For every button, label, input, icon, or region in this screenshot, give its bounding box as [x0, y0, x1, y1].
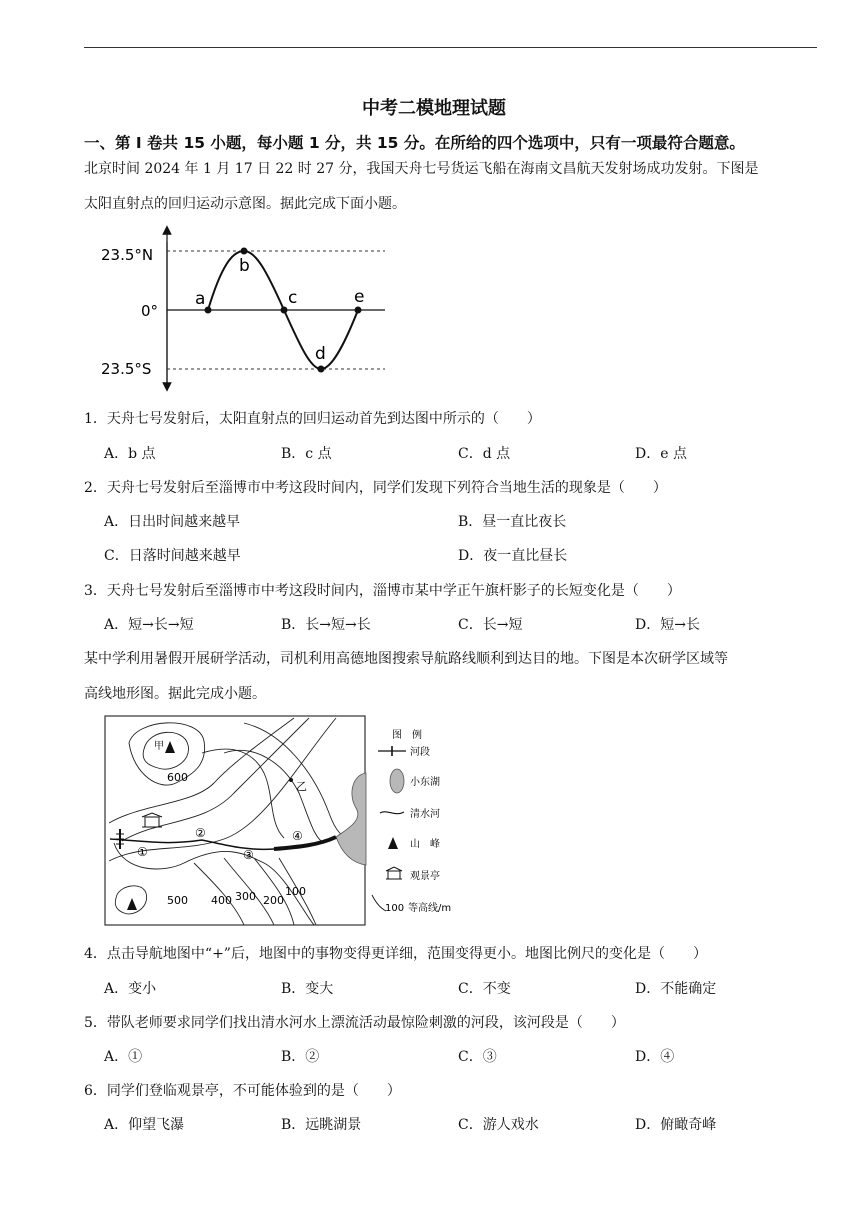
q3-option-a[interactable]: A．短→长→短 [104, 617, 194, 633]
legend-lake: 小东湖 [410, 777, 440, 788]
q6-option-c[interactable]: C．游人戏水 [458, 1117, 539, 1133]
question-3: 3．天舟七号发射后至淄博市中考这段时间内，淄博市某中学正午旗杆影子的长短变化是（ ） [84, 583, 681, 599]
intro2-line-2: 高线地形图。据此完成小题。 [84, 686, 266, 702]
point-c-label: c [288, 288, 298, 308]
point-yi-label: 乙 [296, 780, 307, 793]
page-title: 中考二模地理试题 [362, 98, 506, 119]
contour-200-label: 200 [263, 894, 284, 907]
legend-contour-value: 100 [385, 903, 405, 914]
q2-option-c[interactable]: C．日落时间越来越早 [104, 548, 241, 564]
q5-option-c[interactable]: C．③ [458, 1049, 497, 1065]
intro-line-2: 太阳直射点的回归运动示意图。据此完成下面小题。 [84, 196, 406, 212]
contour-map [104, 713, 470, 930]
point-b-label: b [239, 256, 250, 276]
lat-south-label: 23.5°S [101, 360, 152, 378]
intro2-line-1: 某中学利用暑假开展研学活动，司机利用高德地图搜索导航路线顺利到达目的地。下图是本次研学区域等 [84, 651, 728, 667]
segment-1-label: ① [137, 845, 148, 859]
q3-option-c[interactable]: C．长→短 [458, 617, 523, 633]
q2-option-a[interactable]: A．日出时间越来越早 [104, 514, 241, 530]
q4-option-d[interactable]: D．不能确定 [635, 981, 717, 997]
q1-option-a[interactable]: A．b 点 [104, 446, 156, 462]
contour-300-label: 300 [235, 890, 256, 903]
section-heading: 一、第 I 卷共 15 小题，每小题 1 分，共 15 分。在所给的四个选项中，只有一项最符合题意。 [84, 134, 745, 152]
q6-option-b[interactable]: B．远眺湖景 [281, 1117, 362, 1133]
question-4: 4．点击导航地图中“+”后，地图中的事物变得更详细，范围变得更小。地图比例尺的变化是（ ） [84, 946, 707, 962]
intro-line-1: 北京时间 2024 年 1 月 17 日 22 时 27 分，我国天舟七号货运飞船在海南文昌航天发射场成功发射。下图是 [84, 161, 759, 177]
contour-600-label: 600 [167, 771, 188, 784]
q3-option-d[interactable]: D．短→长 [635, 617, 700, 633]
q1-option-c[interactable]: C．d 点 [458, 446, 511, 462]
point-e-label: e [354, 287, 365, 307]
sun-migration-diagram [95, 222, 395, 392]
q4-option-a[interactable]: A．变小 [104, 981, 157, 997]
question-5: 5．带队老师要求同学们找出清水河水上漂流活动最惊险刺激的河段，该河段是（ ） [84, 1015, 625, 1031]
q6-option-a[interactable]: A．仰望飞瀑 [104, 1117, 185, 1133]
segment-3-label: ③ [243, 848, 254, 862]
q2-option-d[interactable]: D．夜一直比昼长 [458, 548, 568, 564]
q5-option-d[interactable]: D．④ [635, 1049, 675, 1065]
legend-river: 清水河 [410, 809, 440, 820]
lat-north-label: 23.5°N [101, 246, 154, 264]
contour-400-label: 400 [211, 894, 232, 907]
lat-zero-label: 0° [141, 302, 159, 320]
segment-4-label: ④ [292, 829, 303, 843]
q5-option-a[interactable]: A．① [104, 1049, 143, 1065]
q1-option-b[interactable]: B．c 点 [281, 446, 332, 462]
legend-title: 图 例 [392, 730, 422, 741]
q4-option-c[interactable]: C．不变 [458, 981, 511, 997]
point-a-label: a [195, 289, 206, 309]
legend-peak: 山 峰 [410, 839, 440, 850]
segment-2-label: ② [195, 826, 206, 840]
point-d-label: d [315, 344, 326, 364]
question-6: 6．同学们登临观景亭，不可能体验到的是（ ） [84, 1083, 401, 1099]
q4-option-b[interactable]: B．变大 [281, 981, 334, 997]
q3-option-b[interactable]: B．长→短→长 [281, 617, 371, 633]
header-rule [84, 47, 817, 48]
contour-100-label: 100 [285, 885, 306, 898]
q1-option-d[interactable]: D．e 点 [635, 446, 687, 462]
legend-river-segment: 河段 [410, 747, 430, 758]
q5-option-b[interactable]: B．② [281, 1049, 320, 1065]
question-1: 1．天舟七号发射后，太阳直射点的回归运动首先到达图中所示的（ ） [84, 411, 541, 427]
question-2: 2．天舟七号发射后至淄博市中考这段时间内，同学们发现下列符合当地生活的现象是（ ） [84, 480, 667, 496]
peak-jia-label: 甲 [154, 741, 164, 752]
legend-pavilion: 观景亭 [410, 871, 440, 882]
legend-contour: 等高线/m [408, 903, 452, 914]
q6-option-d[interactable]: D．俯瞰奇峰 [635, 1117, 717, 1133]
q2-option-b[interactable]: B．昼一直比夜长 [458, 514, 567, 530]
contour-500-label: 500 [167, 894, 188, 907]
